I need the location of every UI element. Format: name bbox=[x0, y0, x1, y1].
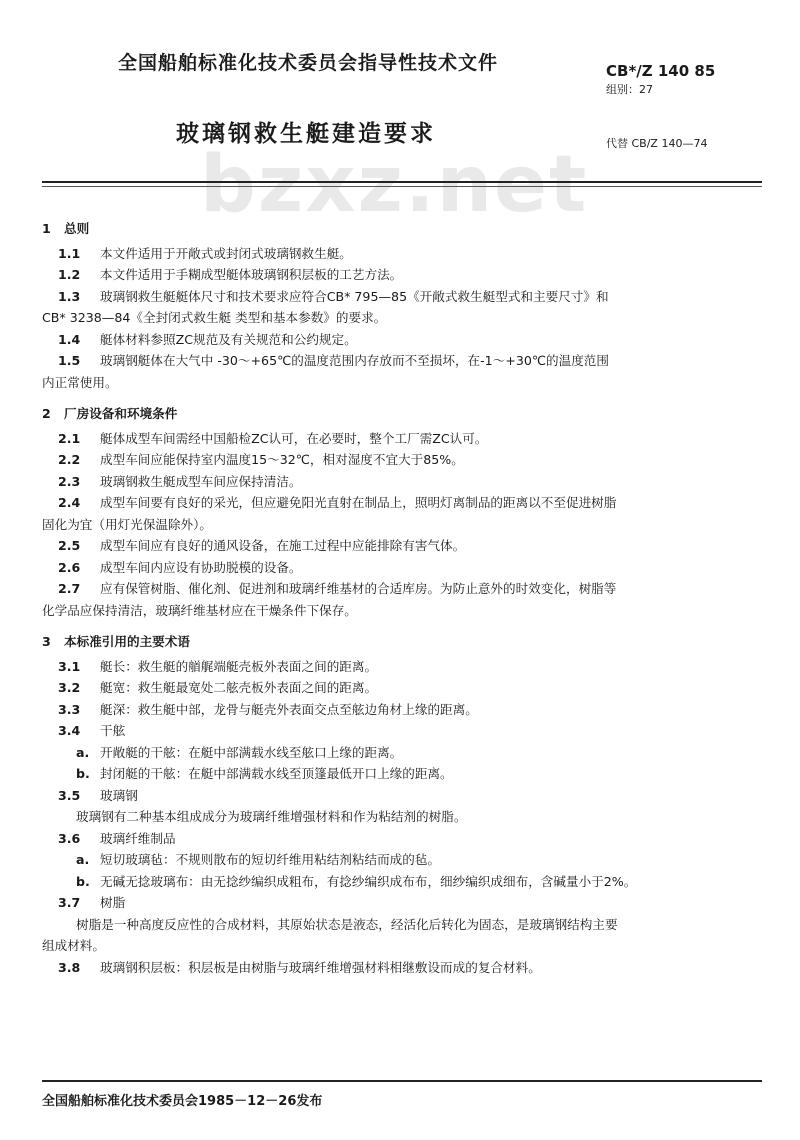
clause bbox=[42, 535, 770, 557]
clause-number: 3.4 bbox=[58, 723, 81, 738]
clause bbox=[42, 828, 770, 850]
clause-continuation: 内正常使用。 bbox=[42, 374, 118, 390]
clause-text: 艇长：救生艇的艏艉端艇壳板外表面之间的距离。 bbox=[100, 658, 378, 674]
clause-text: 艇体材料参照ZC规范及有关规范和公约规定。 bbox=[100, 331, 357, 347]
clause-number: 2.5 bbox=[58, 538, 81, 553]
clause-number: 3.8 bbox=[58, 959, 81, 975]
clause bbox=[42, 471, 770, 493]
clause-number: 1.3 bbox=[58, 288, 81, 304]
clause-number: 3.2 bbox=[58, 680, 81, 695]
subitem-text: 开敞艇的干舷：在艇中部满载水线至舷口上缘的距离。 bbox=[100, 744, 403, 760]
clause-subitem bbox=[42, 742, 770, 764]
group-number: 组别：27 bbox=[606, 83, 653, 96]
clause-number: 1.5 bbox=[58, 353, 81, 368]
clause-text: 玻璃钢救生艇成型车间应保持清洁。 bbox=[100, 473, 302, 489]
clause-continuation: CB* 3238—84《全封闭式救生艇 类型和基本参数》的要求。 bbox=[42, 310, 387, 325]
clause-continuation: 固化为宜（用灯光保温除外）。 bbox=[42, 516, 213, 532]
clause bbox=[42, 892, 770, 914]
clause-text: 成型车间要有良好的采光，但应避免阳光直射在制品上，照明灯离制品的距离以不至促进树脂 bbox=[100, 495, 617, 510]
clause-text: 玻璃钢积层板：积层板是由树脂与玻璃纤维增强材料相继敷设而成的复合材料。 bbox=[100, 959, 541, 975]
replaces-standard: 代替 CB/Z 140—74 bbox=[606, 137, 708, 150]
clause-text: 成型车间应能保持室内温度15～32℃，相对湿度不宜大于85%。 bbox=[100, 452, 464, 467]
clause-text: 树脂 bbox=[100, 895, 126, 910]
section-number: 2 bbox=[42, 406, 51, 421]
clause-number: 1.1 bbox=[58, 245, 81, 261]
clause-text: 干舷 bbox=[100, 723, 126, 738]
clause bbox=[42, 578, 770, 621]
clause bbox=[42, 286, 770, 329]
clause-text: 玻璃钢救生艇艇体尺寸和技术要求应符合CB* 795—85《开敞式救生艇型式和主要尺寸》和 bbox=[100, 288, 609, 304]
issuing-organization: 全国船舶标准化技术委员会指导性技术文件 bbox=[118, 52, 499, 74]
clause-number: 3.6 bbox=[58, 830, 81, 846]
clause-number: 1.4 bbox=[58, 331, 81, 347]
clause-number: 3.5 bbox=[58, 787, 81, 803]
clause-text: 成型车间应有良好的通风设备，在施工过程中应能排除有害气体。 bbox=[100, 538, 466, 553]
subitem-label: b. bbox=[76, 766, 90, 781]
clause bbox=[42, 329, 770, 351]
clause bbox=[42, 677, 770, 699]
clause-subitem bbox=[42, 763, 770, 785]
clause-text: 艇体成型车间需经中国船检ZC认可，在必要时，整个工厂需ZC认可。 bbox=[100, 430, 488, 446]
section-heading bbox=[42, 403, 770, 425]
clause-text: 玻璃纤维制品 bbox=[100, 830, 176, 846]
clause-number: 2.3 bbox=[58, 473, 81, 489]
subitem-text: 短切玻璃毡：不规则散布的短切纤维用粘结剂粘结而成的毡。 bbox=[100, 852, 441, 867]
section-heading bbox=[42, 218, 770, 240]
subitem-label: b. bbox=[76, 873, 90, 889]
clause-number: 2.1 bbox=[58, 430, 81, 446]
clause-number: 3.7 bbox=[58, 895, 81, 910]
clause bbox=[42, 957, 770, 979]
subitem-label: a. bbox=[76, 744, 90, 760]
section-heading bbox=[42, 631, 770, 653]
clause-text: 本文件适用于开敞式或封闭式玻璃钢救生艇。 bbox=[100, 245, 352, 261]
clause-paragraph: 玻璃钢有二种基本组成成分为玻璃纤维增强材料和作为粘结剂的树脂。 bbox=[76, 809, 467, 824]
clause-text: 本文件适用于手糊成型艇体玻璃钢积层板的工艺方法。 bbox=[100, 267, 403, 282]
clause-paragraph: 树脂是一种高度反应性的合成材料，其原始状态是液态，经活化后转化为固态，是玻璃钢结构主要 bbox=[76, 916, 618, 932]
subitem-text: 封闭艇的干舷：在艇中部满载水线至顶篷最低开口上缘的距离。 bbox=[100, 766, 453, 781]
document-title: 玻璃钢救生艇建造要求 bbox=[176, 121, 436, 147]
header-divider bbox=[42, 181, 762, 183]
clause bbox=[42, 557, 770, 579]
header-divider-thin bbox=[42, 186, 762, 187]
clause-subitem bbox=[42, 871, 770, 893]
standard-code: CB*/Z 140 85 bbox=[606, 62, 716, 80]
subitem-label: a. bbox=[76, 852, 90, 867]
section-number: 1 bbox=[42, 221, 51, 236]
clause bbox=[42, 449, 770, 471]
clause-text: 艇宽：救生艇最宽处二舷壳板外表面之间的距离。 bbox=[100, 680, 378, 695]
clause bbox=[42, 699, 770, 721]
subitem-text: 无碱无捻玻璃布：由无捻纱编织成粗布，有捻纱编织成布布，细纱编织成细布，含碱量小于2%。 bbox=[100, 873, 637, 889]
clause-number: 2.6 bbox=[58, 559, 81, 575]
section-title: 总则 bbox=[64, 221, 90, 236]
clause bbox=[42, 656, 770, 678]
footer-divider bbox=[42, 1080, 762, 1082]
clause-number: 3.3 bbox=[58, 701, 81, 717]
clause-text: 成型车间内应设有协助脱模的设备。 bbox=[100, 559, 302, 575]
clause-continuation: 化学品应保持清洁，玻璃纤维基材应在干燥条件下保存。 bbox=[42, 602, 357, 618]
publication-footer: 全国船舶标准化技术委员会1985－12－26发布 bbox=[42, 1094, 323, 1109]
clause bbox=[42, 785, 770, 807]
clause-number: 2.7 bbox=[58, 581, 81, 596]
clause-number: 2.4 bbox=[58, 495, 81, 510]
clause-number: 3.1 bbox=[58, 658, 81, 674]
clause-text: 应有保管树脂、催化剂、促进剂和玻璃纤维基材的合适库房。为防止意外的时效变化，树脂等 bbox=[100, 581, 617, 596]
clause bbox=[42, 350, 770, 393]
clause-text: 玻璃钢艇体在大气中 -30～+65℃的温度范围内存放而不至损坏，在-1～+30℃的温度范围 bbox=[100, 353, 609, 368]
section-title: 厂房设备和环境条件 bbox=[64, 406, 178, 421]
watermark: bzxz.net bbox=[200, 140, 589, 230]
clause-number: 2.2 bbox=[58, 452, 81, 467]
clause-text: 艇深：救生艇中部，龙骨与艇壳外表面交点至舷边角材上缘的距离。 bbox=[100, 701, 478, 717]
clause-number: 1.2 bbox=[58, 267, 81, 282]
section-number: 3 bbox=[42, 634, 51, 649]
document-body bbox=[42, 218, 770, 978]
clause-subitem bbox=[42, 849, 770, 871]
clause bbox=[42, 264, 770, 286]
clause bbox=[42, 428, 770, 450]
clause bbox=[42, 492, 770, 535]
section-title: 本标准引用的主要术语 bbox=[64, 634, 190, 649]
clause bbox=[42, 243, 770, 265]
clause bbox=[42, 720, 770, 742]
clause-paragraph-continuation: 组成材料。 bbox=[42, 938, 105, 953]
clause-text: 玻璃钢 bbox=[100, 787, 138, 803]
